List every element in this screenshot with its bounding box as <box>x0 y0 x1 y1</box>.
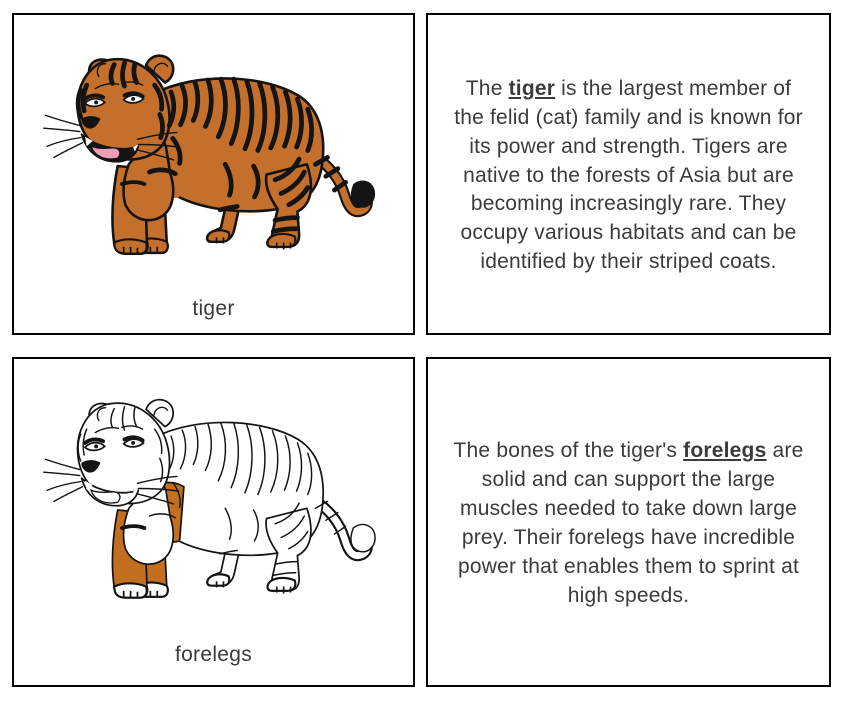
forelegs-description-text <box>452 437 805 611</box>
tiger-forelegs-outline-illustration <box>42 381 386 639</box>
tiger-picture-card <box>12 13 415 335</box>
tiger-text-before: The <box>465 76 509 100</box>
tiger-description-text <box>452 75 805 278</box>
forelegs-text-before: The bones of the tiger's <box>453 439 684 463</box>
tiger-term: tiger <box>508 76 556 100</box>
tiger-text-after: is the largest member of the felid (cat) family and is known for its power and strength. Tigers are native to the forests of Asia but are becoming increasingly rare. They occupy various habitats and can be identified by their striped coats. <box>454 76 803 274</box>
forelegs-caption: forelegs <box>174 643 253 666</box>
forelegs-picture-card <box>12 357 415 687</box>
forelegs-description-card <box>426 357 831 687</box>
tiger-description-card <box>426 13 831 335</box>
forelegs-text-after: are solid and can support the large muscles needed to take down large prey. Their forelegs have incredible power that enables them to sprint at high speeds. <box>457 439 804 607</box>
tiger-caption: tiger <box>192 297 235 320</box>
forelegs-term: forelegs <box>683 439 767 463</box>
tiger-color-illustration <box>42 37 386 295</box>
